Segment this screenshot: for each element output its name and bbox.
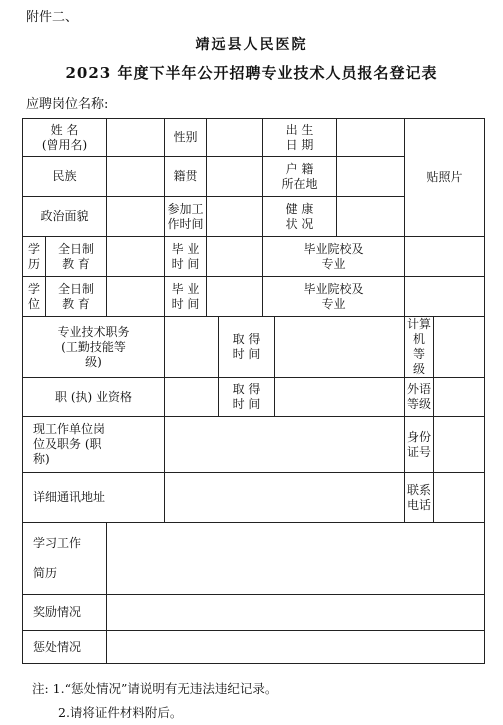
work-start-label: 参加工 作时间: [165, 197, 207, 237]
birth-value[interactable]: [337, 119, 405, 157]
deg-school-value[interactable]: [405, 277, 485, 317]
hukou-value[interactable]: [337, 157, 405, 197]
penalties-label: 惩处情况: [23, 631, 107, 664]
awards-value[interactable]: [107, 595, 485, 631]
edu-fulltime-label: 全日制 教 育: [46, 237, 107, 277]
tech-title-label: 专业技术职务 (工勤技能等 级): [23, 317, 165, 378]
phone-label: 联系电话: [405, 473, 434, 523]
gender-label: 性别: [165, 119, 207, 157]
birth-label: 出 生 日 期: [263, 119, 337, 157]
qual-obtain-value[interactable]: [275, 378, 405, 417]
edu-grad-time-label: 毕 业 时 间: [165, 237, 207, 277]
deg-grad-time-value[interactable]: [207, 277, 263, 317]
position-label: 应聘岗位名称:: [26, 97, 109, 112]
edu-grad-time-value[interactable]: [207, 237, 263, 277]
address-value[interactable]: [165, 473, 405, 523]
deg-school-label: 毕业院校及 专业: [263, 277, 405, 317]
registration-form: [22, 118, 485, 664]
native-place-value[interactable]: [207, 157, 263, 197]
education-label: 学 历: [23, 237, 46, 277]
political-label: 政治面貌: [23, 197, 107, 237]
attachment-label: 附件二、: [26, 10, 79, 25]
id-number-label: 身份证号: [405, 417, 434, 473]
tech-obtain-label: 取 得 时 间: [219, 317, 275, 378]
health-value[interactable]: [337, 197, 405, 237]
computer-level-label: 计算机 等 级: [405, 317, 434, 378]
deg-fulltime-label: 全日制 教 育: [46, 277, 107, 317]
work-start-value[interactable]: [207, 197, 263, 237]
ethnicity-value[interactable]: [107, 157, 165, 197]
gender-value[interactable]: [207, 119, 263, 157]
photo-box: 贴照片: [405, 119, 485, 237]
deg-fulltime-value[interactable]: [107, 277, 165, 317]
resume-value[interactable]: [107, 523, 485, 595]
hospital-title: 靖远县人民医院: [195, 37, 308, 53]
degree-label: 学 位: [23, 277, 46, 317]
tech-obtain-value[interactable]: [275, 317, 405, 378]
address-label: 详细通讯地址: [23, 473, 165, 523]
name-value[interactable]: [107, 119, 165, 157]
note-2: 2.请将证件材料附后。: [58, 705, 183, 720]
edu-school-label: 毕业院校及 专业: [263, 237, 405, 277]
notes: [32, 677, 277, 725]
resume-label: 学习工作 简历: [23, 523, 107, 595]
foreign-level-value[interactable]: [434, 378, 485, 417]
ethnicity-label: 民族: [23, 157, 107, 197]
native-place-label: 籍贯: [165, 157, 207, 197]
current-job-label: 现工作单位岗 位及职务 (职 称): [23, 417, 165, 473]
form-title: 2023 年度下半年公开招聘专业技术人员报名登记表: [65, 64, 438, 82]
deg-grad-time-label: 毕 业 时 间: [165, 277, 207, 317]
health-label: 健 康 状 况: [263, 197, 337, 237]
tech-title-value[interactable]: [165, 317, 219, 378]
phone-value[interactable]: [434, 473, 485, 523]
penalties-value[interactable]: [107, 631, 485, 664]
note-1: 注: 1.“惩处情况”请说明有无违法违纪记录。: [32, 681, 278, 696]
hukou-label: 户 籍 所在地: [263, 157, 337, 197]
name-label: 姓 名 (曾用名): [23, 119, 107, 157]
current-job-value[interactable]: [165, 417, 405, 473]
edu-fulltime-value[interactable]: [107, 237, 165, 277]
qual-obtain-label: 取 得 时 间: [219, 378, 275, 417]
id-number-value[interactable]: [434, 417, 485, 473]
edu-school-value[interactable]: [405, 237, 485, 277]
political-value[interactable]: [107, 197, 165, 237]
qualification-label: 职 (执) 业资格: [23, 378, 165, 417]
computer-level-value[interactable]: [434, 317, 485, 378]
awards-label: 奖励情况: [23, 595, 107, 631]
foreign-level-label: 外语等级: [405, 378, 434, 417]
qualification-value[interactable]: [165, 378, 219, 417]
